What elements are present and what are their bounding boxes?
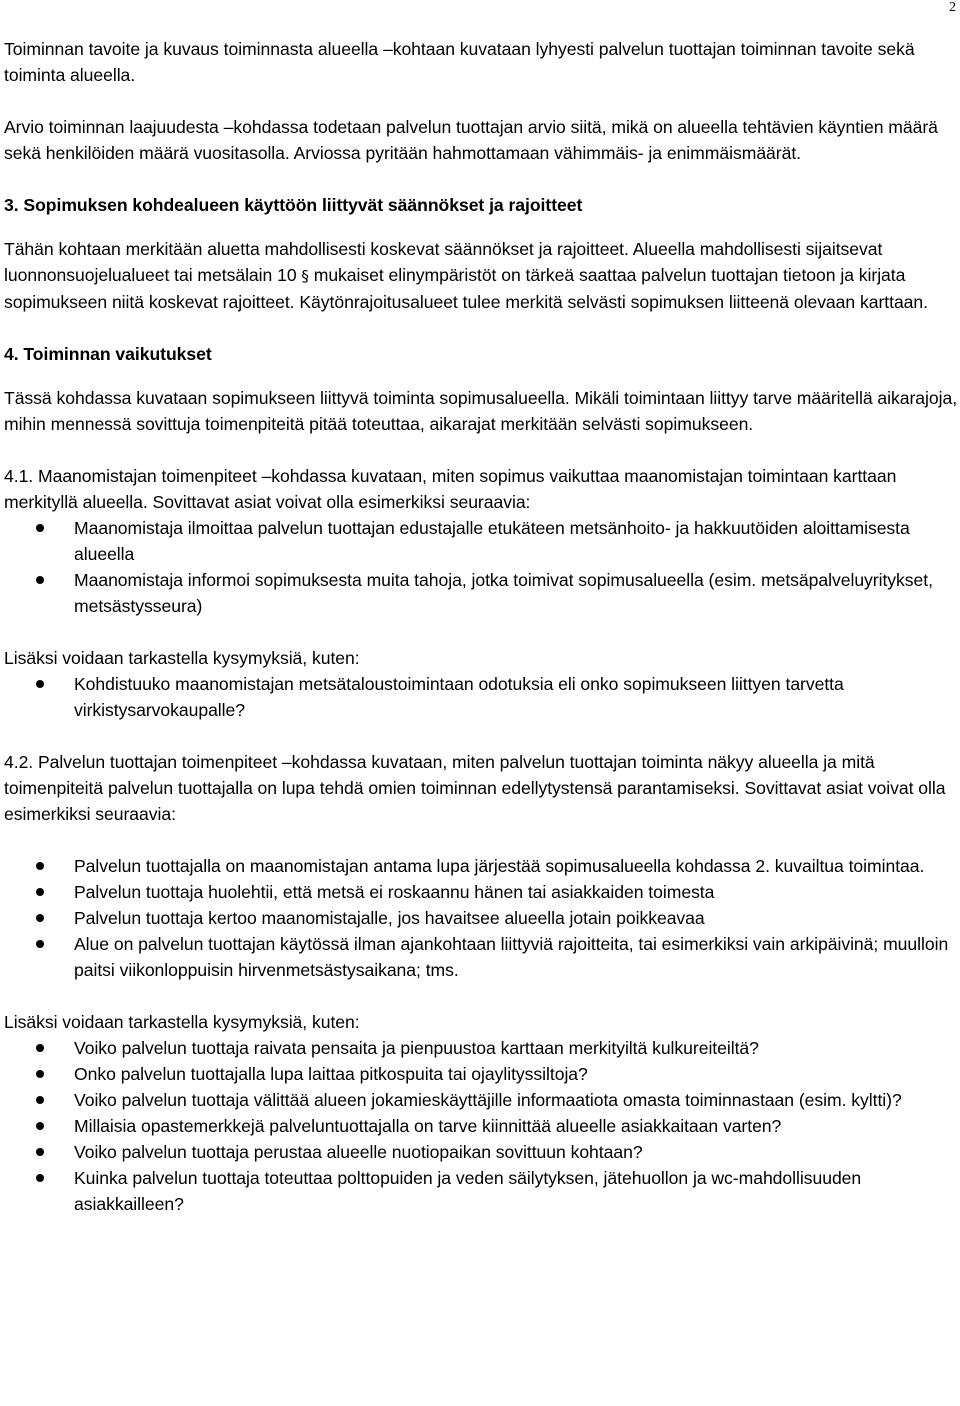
list-item: Palvelun tuottajalla on maanomistajan antama lupa järjestää sopimusalueella kohdassa 2. kuvailtua toimintaa. [4, 853, 958, 879]
list-item: Millaisia opastemerkkejä palveluntuottajalla on tarve kiinnittää alueelle asiakkaitaan varten? [4, 1113, 958, 1139]
list-item: Voiko palvelun tuottaja välittää alueen jokamieskäyttäjille informaatiota omasta toiminnastaan (esim. kyltti)? [4, 1087, 958, 1113]
document-body [4, 36, 958, 1217]
list-item: Voiko palvelun tuottaja perustaa alueelle nuotiopaikan sovittuun kohtaan? [4, 1139, 958, 1165]
list-item: Palvelun tuottaja huolehtii, että metsä ei roskaannu hänen tai asiakkaiden toimesta [4, 879, 958, 905]
bullet-icon [36, 914, 44, 922]
bullet-icon [36, 680, 44, 688]
section-4-2-extra-list [4, 1035, 958, 1217]
section-3-paragraph [4, 236, 958, 315]
section-4-1-list [4, 515, 958, 619]
list-item: Maanomistaja ilmoittaa palvelun tuottajan edustajalle etukäteen metsänhoito- ja hakkuutöiden aloittamisesta alueella [4, 515, 958, 567]
bullet-icon [36, 940, 44, 948]
page-number: 2 [949, 0, 956, 15]
bullet-icon [36, 524, 44, 532]
bullet-icon [36, 888, 44, 896]
bullet-icon [36, 1148, 44, 1156]
list-item: Onko palvelun tuottajalla lupa laittaa pitkospuita tai ojaylityssiltoja? [4, 1061, 958, 1087]
section-3-text-b: mukaiset elinympäristöt on tärkeä saattaa palvelun tuottajan tietoon ja kirjata sopimukseen niitä koskevat rajoitteet. Käytönrajoitusalueet tulee merkitä selvästi sopimuksen liitteenä olevaan karttaan. [4, 265, 928, 312]
bullet-icon [36, 1070, 44, 1078]
list-item: Palvelun tuottaja kertoo maanomistajalle, jos havaitsee alueella jotain poikkeavaa [4, 905, 958, 931]
bullet-icon [36, 576, 44, 584]
bullet-icon [36, 1122, 44, 1130]
section-4-2-paragraph: 4.2. Palvelun tuottajan toimenpiteet –kohdassa kuvataan, miten palvelun tuottajan toiminta näkyy alueella ja mitä toimenpiteitä palvelun tuottajalla on lupa tehdä omien toiminnan edellytystensä parantamiseksi. Sovittavat asiat voivat olla esimerkiksi seuraavia: [4, 752, 946, 824]
intro-scope-paragraph: Arvio toiminnan laajuudesta –kohdassa todetaan palvelun tuottajan arvio siitä, mikä on alueella tehtävien käyntien määrä sekä henkilöiden määrä vuositasolla. Arviossa pyritään hahmottamaan vähimmäis- ja enimmäismäärät. [4, 117, 938, 163]
list-item: Kuinka palvelun tuottaja toteuttaa polttopuiden ja veden säilytyksen, jätehuollon ja wc-mahdollisuuden asiakkailleen? [4, 1165, 958, 1217]
list-item: Alue on palvelun tuottajan käytössä ilman ajankohtaan liittyviä rajoitteita, tai esimerkiksi vain arkipäivinä; muulloin paitsi viikonloppuisin hirvenmetsästysaikana; tms. [4, 931, 958, 983]
section-4-2-list [4, 853, 958, 983]
intro-goal-paragraph: Toiminnan tavoite ja kuvaus toiminnasta alueella –kohtaan kuvataan lyhyesti palvelun tuottajan toiminnan tavoite sekä toiminta alueella. [4, 39, 915, 85]
bullet-icon [36, 1096, 44, 1104]
section-4-1-extra-intro: Lisäksi voidaan tarkastella kysymyksiä, kuten: [4, 648, 360, 668]
bullet-icon [36, 1174, 44, 1182]
list-item: Maanomistaja informoi sopimuksesta muita tahoja, jotka toimivat sopimusalueella (esim. metsäpalveluyritykset, metsästysseura) [4, 567, 958, 619]
section-4-1-extra-list [4, 671, 958, 723]
section-sign-icon: § [301, 267, 309, 285]
bullet-icon [36, 1044, 44, 1052]
section-4-paragraph: Tässä kohdassa kuvataan sopimukseen liittyvä toiminta sopimusalueella. Mikäli toimintaan liittyy tarve määritellä aikarajoja, mihin mennessä sovittuja toimenpiteitä pitää toteuttaa, aikarajat merkitään selvästi sopimukseen. [4, 388, 958, 434]
list-item: Kohdistuuko maanomistajan metsätaloustoimintaan odotuksia eli onko sopimukseen liittyen tarvetta virkistysarvokaupalle? [4, 671, 958, 723]
bullet-icon [36, 862, 44, 870]
section-3-text-a: Tähän kohtaan merkitään aluetta mahdollisesti koskevat säännökset ja rajoitteet. Alueella mahdollisesti sijaitsevat luonnonsuojelualueet tai metsälain 10 [4, 239, 883, 285]
section-3-heading: 3. Sopimuksen kohdealueen käyttöön liittyvät säännökset ja rajoitteet [4, 195, 583, 215]
section-4-heading: 4. Toiminnan vaikutukset [4, 344, 212, 364]
section-4-1-paragraph: 4.1. Maanomistajan toimenpiteet –kohdassa kuvataan, miten sopimus vaikuttaa maanomistajan toimintaan karttaan merkityllä alueella. Sovittavat asiat voivat olla esimerkiksi seuraavia: [4, 466, 897, 512]
list-item: Voiko palvelun tuottaja raivata pensaita ja pienpuustoa karttaan merkityiltä kulkureiteiltä? [4, 1035, 958, 1061]
section-4-2-extra-intro: Lisäksi voidaan tarkastella kysymyksiä, kuten: [4, 1012, 360, 1032]
